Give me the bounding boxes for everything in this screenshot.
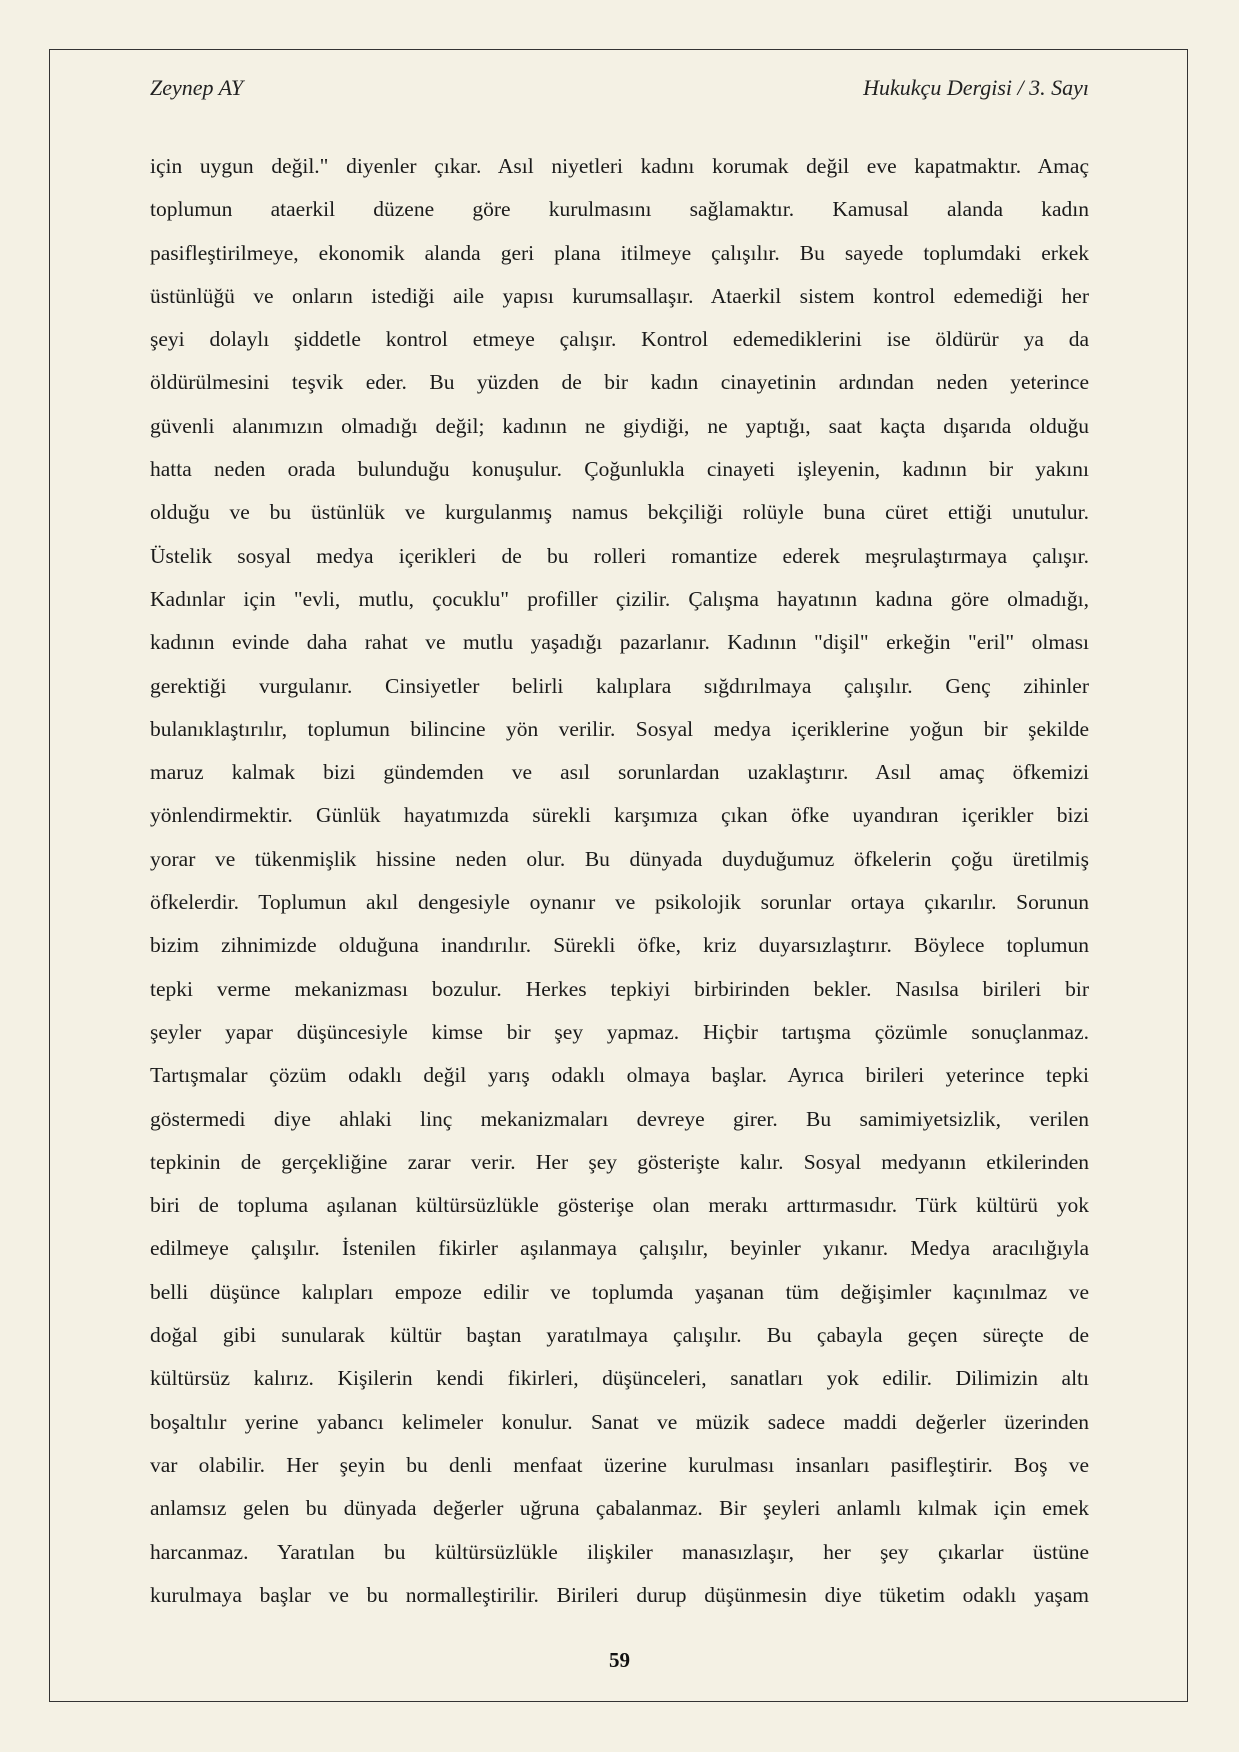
- text-line: anlamsız gelen bu dünyada değerler uğruna çabalanmaz. Bir şeyleri anlamlı kılmak için emek: [150, 1496, 1089, 1521]
- text-line: yorar ve tükenmişlik hissine neden olur. Bu dünyada duyduğumuz öfkelerin çoğu üretilmiş: [150, 846, 1089, 871]
- text-line: hatta neden orada bulunduğu konuşulur. Çoğunlukla cinayeti işleyenin, kadının bir yakını: [150, 457, 1089, 482]
- text-line: üstünlüğü ve onların istediği aile yapısı kurumsallaşır. Ataerkil sistem kontrol edemediği her: [150, 283, 1089, 308]
- text-line: bulanıklaştırılır, toplumun bilincine yön verilir. Sosyal medya içeriklerine yoğun bir şekilde: [150, 716, 1089, 741]
- text-line: öfkelerdir. Toplumun akıl dengesiyle oynanır ve psikolojik sorunlar ortaya çıkarılır. Sorunun: [150, 890, 1089, 915]
- text-line: Kadınlar için "evli, mutlu, çocuklu" profiller çizilir. Çalışma hayatının kadına göre olmadığı,: [150, 586, 1089, 611]
- text-line: şeyler yapar düşüncesiyle kimse bir şey yapmaz. Hiçbir tartışma çözümle sonuçlanmaz.: [150, 1019, 1089, 1044]
- text-line: edilmeye çalışılır. İstenilen fikirler aşılanmaya çalışılır, beyinler yıkanır. Medya aracılığıyla: [150, 1236, 1089, 1261]
- text-line: maruz kalmak bizi gündemden ve asıl sorunlardan uzaklaştırır. Asıl amaç öfkemizi: [150, 760, 1089, 785]
- text-line: olduğu ve bu üstünlük ve kurgulanmış namus bekçiliği rolüyle buna cüret ettiği unutulur.: [150, 500, 1089, 525]
- text-line: belli düşünce kalıpları empoze edilir ve toplumda yaşanan tüm değişimler kaçınılmaz ve: [150, 1279, 1089, 1304]
- text-line: öldürülmesini teşvik eder. Bu yüzden de bir kadın cinayetinin ardından neden yeterince: [150, 370, 1089, 395]
- text-line: göstermedi diye ahlaki linç mekanizmaları devreye girer. Bu samimiyetsizlik, verilen: [150, 1106, 1089, 1131]
- text-line: bizim zihnimizde olduğuna inandırılır. Sürekli öfke, kriz duyarsızlaştırır. Böylece toplumun: [150, 933, 1089, 958]
- text-line: toplumun ataerkil düzene göre kurulmasını sağlamaktır. Kamusal alanda kadın: [150, 197, 1089, 222]
- text-line: kadının evinde daha rahat ve mutlu yaşadığı pazarlanır. Kadının "dişil" erkeğin "eril" olması: [150, 630, 1089, 655]
- text-line: Üstelik sosyal medya içerikleri de bu rolleri romantize ederek meşrulaştırmaya çalışır.: [150, 543, 1089, 568]
- text-line: şeyi dolaylı şiddetle kontrol etmeye çalışır. Kontrol edemediklerini ise öldürür ya da: [150, 327, 1089, 352]
- text-line: biri de topluma aşılanan kültürsüzlükle gösterişe olan merakı arttırmasıdır. Türk kültürü yok: [150, 1193, 1089, 1218]
- header-journal: Hukukçu Dergisi / 3. Sayı: [863, 75, 1089, 100]
- text-line: boşaltılır yerine yabancı kelimeler konulur. Sanat ve müzik sadece maddi değerler üzerinden: [150, 1409, 1089, 1434]
- text-line: var olabilir. Her şeyin bu denli menfaat üzerine kurulması insanları pasifleştirir. Boş ve: [150, 1452, 1089, 1477]
- body-paragraph: [150, 145, 1089, 1617]
- page-number: 59: [609, 1648, 630, 1672]
- text-line: kültürsüz kalırız. Kişilerin kendi fikirleri, düşünceleri, sanatları yok edilir. Dilimizin altı: [150, 1366, 1089, 1391]
- text-line: yönlendirmektir. Günlük hayatımızda sürekli karşımıza çıkan öfke uyandıran içerikler bizi: [150, 803, 1089, 828]
- text-line: harcanmaz. Yaratılan bu kültürsüzlükle ilişkiler manasızlaşır, her şey çıkarlar üstüne: [150, 1539, 1089, 1564]
- text-line: kurulmaya başlar ve bu normalleştirilir. Birileri durup düşünmesin diye tüketim odaklı yaşam: [150, 1582, 1089, 1607]
- text-line: tepki verme mekanizması bozulur. Herkes tepkiyi birbirinden bekler. Nasılsa birileri bir: [150, 976, 1089, 1001]
- text-line: pasifleştirilmeye, ekonomik alanda geri plana itilmeye çalışılır. Bu sayede toplumdaki erkek: [150, 240, 1089, 265]
- text-line: tepkinin de gerçekliğine zarar verir. Her şey gösterişte kalır. Sosyal medyanın etkilerinden: [150, 1149, 1089, 1174]
- text-line: için uygun değil." diyenler çıkar. Asıl niyetleri kadını korumak değil eve kapatmaktır. Amaç: [150, 154, 1089, 178]
- text-line: güvenli alanımızın olmadığı değil; kadının ne giydiği, ne yaptığı, saat kaçta dışarıda olduğu: [150, 413, 1089, 438]
- header-author: Zeynep AY: [150, 75, 244, 100]
- text-line: doğal gibi sunularak kültür baştan yaratılmaya çalışılır. Bu çabayla geçen süreçte de: [150, 1323, 1089, 1348]
- text-line: gerektiği vurgulanır. Cinsiyetler belirli kalıplara sığdırılmaya çalışılır. Genç zihinler: [150, 673, 1089, 698]
- text-line: Tartışmalar çözüm odaklı değil yarış odaklı olmaya başlar. Ayrıca birileri yeterince tepki: [150, 1063, 1089, 1088]
